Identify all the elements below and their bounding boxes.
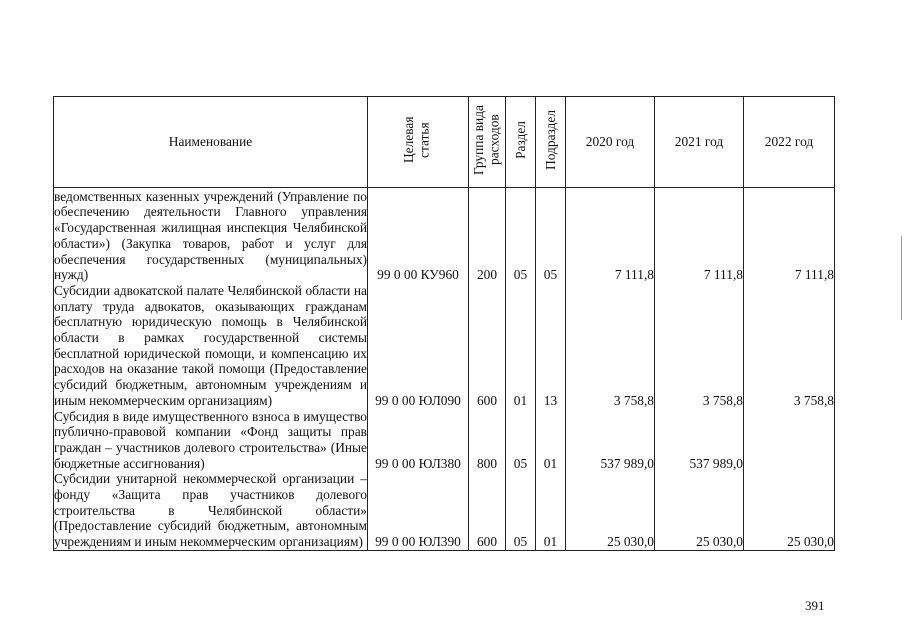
- header-2022-label: 2022 год: [764, 134, 814, 149]
- row-name: Субсидии унитарной некоммерческой организации – фонду «Защита прав участников долевого строительства в Челябинской области» (Предоставление субсидий бюджетным, автономным учреждениям и иным некоммерческим организациям): [54, 471, 367, 550]
- row-2022: 3 758,8: [744, 283, 835, 409]
- header-name: [54, 97, 368, 188]
- row-name: Субсидии адвокатской палате Челябинской области на оплату труда адвокатов, оказывающих гражданам бесплатную юридическую помощь в Челябинской области в рамках государственной системы бесплатной юридической помощи, и компенсацию их расходов на оказание такой помощи (Предоставление субсидий бюджетным, автономным учреждениям и иным некоммерческим организациям): [54, 282, 367, 408]
- row-section: 01: [506, 283, 536, 409]
- row-subsection: 01: [536, 409, 566, 472]
- table-row: [54, 471, 835, 550]
- row-group: 800: [469, 409, 506, 472]
- table-header-row: [54, 97, 835, 188]
- row-2021: 3 758,8: [655, 283, 744, 409]
- table-row: [54, 409, 835, 472]
- row-target: 99 0 00 КУ960: [368, 187, 469, 283]
- row-2021: 25 030,0: [655, 471, 744, 550]
- header-2021: [655, 97, 744, 188]
- row-2022: 7 111,8: [744, 187, 835, 283]
- row-target: 99 0 00 ЮЛ390: [368, 471, 469, 550]
- row-target: 99 0 00 ЮЛ380: [368, 409, 469, 472]
- row-group: 600: [469, 471, 506, 550]
- row-2022: 25 030,0: [744, 471, 835, 550]
- row-name: ведомственных казенных учреждений (Управление по обеспечению деятельности Главного управления «Государственная жилищная инспекция Челябинской области») (Закупка товаров, работ и услуг для обеспечения государственных (муниципальных) нужд): [54, 188, 367, 283]
- header-2022: [744, 97, 835, 188]
- row-name: Субсидия в виде имущественного взноса в имущество публично-правовой компании «Фонд защиты прав граждан – участников долевого строительства» (Иные бюджетные ассигнования): [54, 408, 367, 471]
- header-subsection-label: Подраздел: [542, 110, 558, 170]
- row-2020: 7 111,8: [566, 187, 655, 283]
- header-section-label: Раздел: [512, 121, 528, 159]
- header-target-label: Целевая статья: [401, 116, 432, 164]
- row-subsection: 01: [536, 471, 566, 550]
- header-2021-label: 2021 год: [674, 134, 724, 149]
- row-2020: 25 030,0: [566, 471, 655, 550]
- row-target: 99 0 00 ЮЛ090: [368, 283, 469, 409]
- row-2021: 7 111,8: [655, 187, 744, 283]
- header-group: [469, 97, 506, 188]
- header-name-label: Наименование: [168, 134, 253, 149]
- header-target: [368, 97, 469, 188]
- row-section: 05: [506, 409, 536, 472]
- row-subsection: 05: [536, 187, 566, 283]
- row-section: 05: [506, 471, 536, 550]
- table-row: [54, 283, 835, 409]
- row-2020: 537 989,0: [566, 409, 655, 472]
- row-2021: 537 989,0: [655, 409, 744, 472]
- row-subsection: 13: [536, 283, 566, 409]
- scan-edge-mark: [901, 236, 902, 320]
- row-2020: 3 758,8: [566, 283, 655, 409]
- row-group: 600: [469, 283, 506, 409]
- row-group: 200: [469, 187, 506, 283]
- header-section: [506, 97, 536, 188]
- budget-table: [53, 96, 835, 551]
- row-section: 05: [506, 187, 536, 283]
- header-group-label: Группа вида расходов: [471, 105, 502, 175]
- page-number: 391: [805, 598, 825, 613]
- table-row: [54, 187, 835, 283]
- header-subsection: [536, 97, 566, 188]
- row-2022: [744, 409, 835, 472]
- header-2020-label: 2020 год: [585, 134, 635, 149]
- header-2020: [566, 97, 655, 188]
